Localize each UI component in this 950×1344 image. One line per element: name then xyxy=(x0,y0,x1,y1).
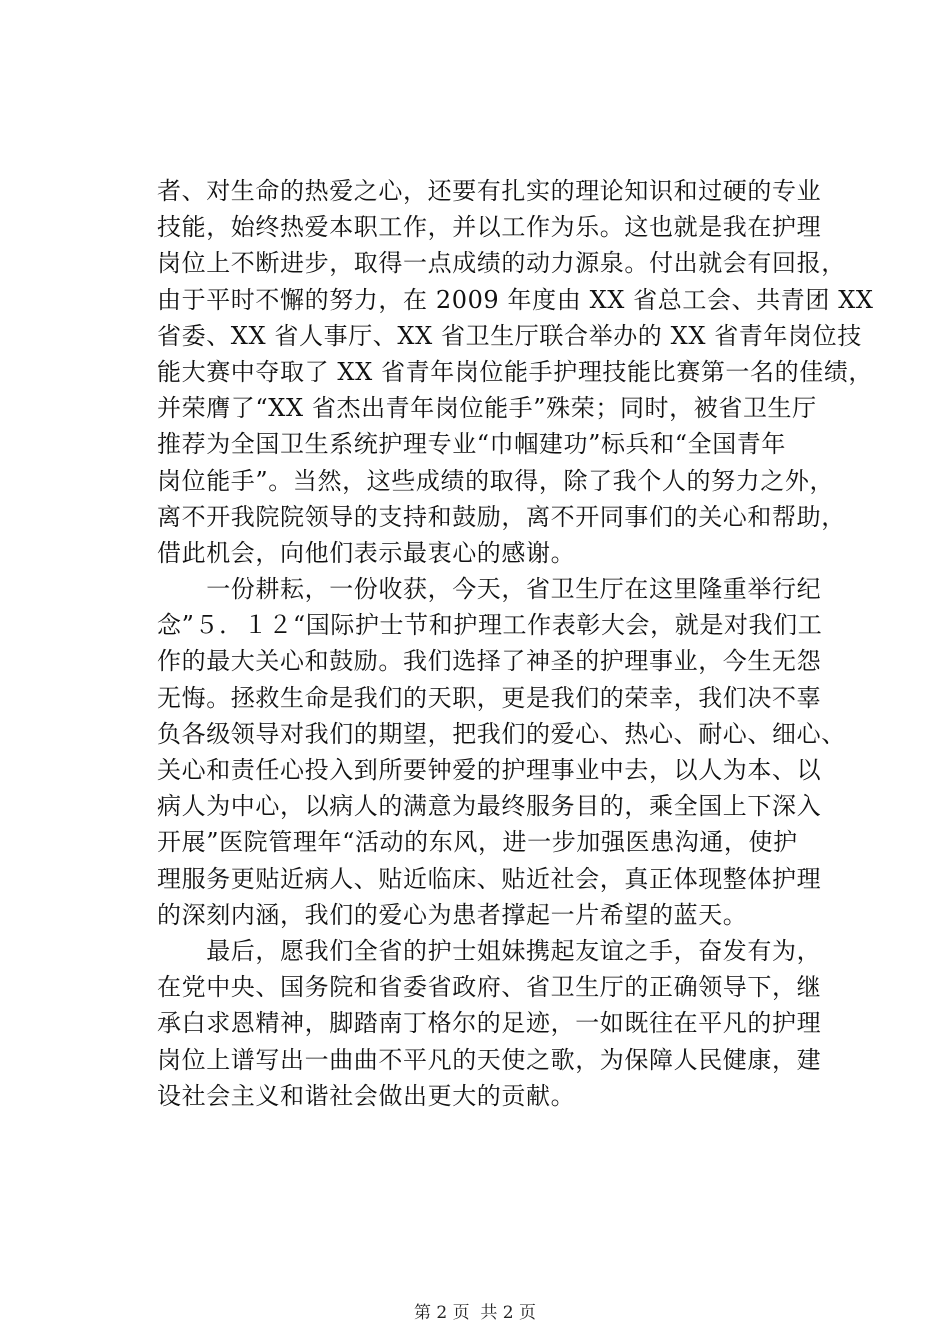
text-line: 省委、XX 省人事厅、XX 省卫生厅联合举办的 XX 省青年岗位技 xyxy=(157,321,862,350)
paragraph-start-line: 一份耕耘，一份收获，今天，省卫生厅在这里隆重举行纪 xyxy=(157,575,822,604)
text-line: 岗位上谱写出一曲曲不平凡的天使之歌，为保障人民健康，建 xyxy=(157,1045,822,1074)
text-line: 在党中央、国务院和省委省政府、省卫生厅的正确领导下，继 xyxy=(157,973,822,1002)
text-line: 念”５．１２“国际护士节和护理工作表彰大会，就是对我们工 xyxy=(157,611,823,640)
body-text xyxy=(157,173,874,1114)
text-line: 无悔。拯救生命是我们的天职，更是我们的荣幸，我们决不辜 xyxy=(157,683,822,712)
text-line: 病人为中心，以病人的满意为最终服务目的，乘全国上下深入 xyxy=(157,792,822,821)
text-line: 设社会主义和谐社会做出更大的贡献。 xyxy=(157,1081,576,1110)
page-number-footer: 第 2 页 共 2 页 xyxy=(413,1303,537,1323)
text-line: 由于平时不懈的努力，在 2009 年度由 XX 省总工会、共青团 XX xyxy=(157,285,874,314)
text-line: 借此机会，向他们表示最衷心的感谢。 xyxy=(157,538,576,567)
text-line: 者、对生命的热爱之心，还要有扎实的理论知识和过硬的专业 xyxy=(157,177,822,205)
text-line: 的深刻内涵，我们的爱心为患者撑起一片希望的蓝天。 xyxy=(157,900,748,929)
text-line: 岗位上不断进步，取得一点成绩的动力源泉。付出就会有回报， xyxy=(157,249,846,278)
text-line: 技能，始终热爱本职工作，并以工作为乐。这也就是我在护理 xyxy=(157,213,822,242)
text-line: 岗位能手”。当然，这些成绩的取得，除了我个人的努力之外， xyxy=(157,466,835,495)
text-line: 推荐为全国卫生系统护理专业“巾帼建功”标兵和“全国青年 xyxy=(157,430,787,459)
text-line: 理服务更贴近病人、贴近临床、贴近社会，真正体现整体护理 xyxy=(157,864,822,893)
text-line: 离不开我院院领导的支持和鼓励，离不开同事们的关心和帮助， xyxy=(157,502,846,531)
text-line: 能大赛中夺取了 XX 省青年岗位能手护理技能比赛第一名的佳绩， xyxy=(157,357,874,386)
text-line: 负各级领导对我们的期望，把我们的爱心、热心、耐心、细心、 xyxy=(157,719,846,748)
text-line: 关心和责任心投入到所要钟爱的护理事业中去，以人为本、以 xyxy=(157,756,822,784)
text-line: 承白求恩精神，脚踏南丁格尔的足迹，一如既往在平凡的护理 xyxy=(157,1009,822,1038)
text-line: 开展”医院管理年“活动的东风，进一步加强医患沟通，使护 xyxy=(157,828,798,857)
text-line: 并荣膺了“XX 省杰出青年岗位能手”殊荣；同时，被省卫生厅 xyxy=(157,394,817,423)
paragraph-start-line: 最后，愿我们全省的护士姐妹携起友谊之手，奋发有为， xyxy=(157,936,822,965)
text-line: 作的最大关心和鼓励。我们选择了神圣的护理事业，今生无怨 xyxy=(157,647,822,676)
